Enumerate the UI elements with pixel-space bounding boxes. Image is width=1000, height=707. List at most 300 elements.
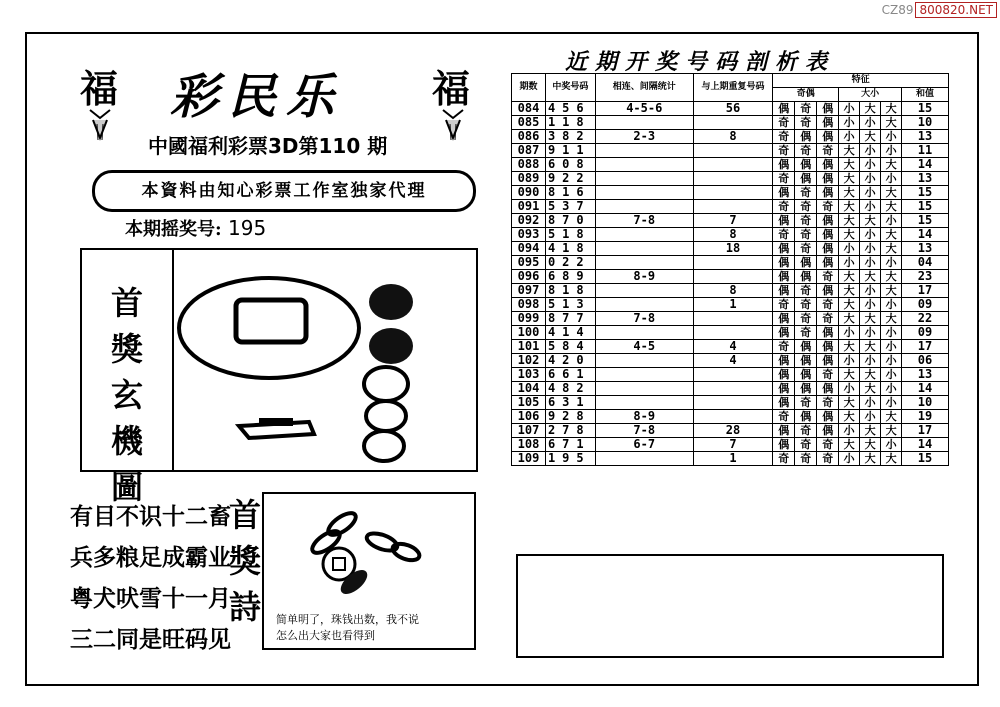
- table-row: [512, 200, 949, 214]
- big-small-cell: 大: [839, 410, 860, 424]
- odd-even-cell: 偶: [795, 354, 817, 368]
- period-cell: 099: [512, 312, 546, 326]
- big-small-cell: 小: [860, 172, 881, 186]
- odd-even-cell: 奇: [773, 116, 795, 130]
- notes-box: [516, 554, 944, 658]
- repeat-cell: [693, 312, 773, 326]
- big-small-cell: 大: [839, 284, 860, 298]
- odd-even-cell: 奇: [795, 424, 817, 438]
- odd-even-cell: 奇: [795, 438, 817, 452]
- coin-string-image: [264, 494, 470, 612]
- agent-notice: 本資料由知心彩票工作室独家代理: [92, 170, 476, 212]
- big-small-cell: 大: [881, 116, 902, 130]
- odd-even-cell: 奇: [773, 452, 795, 466]
- odd-even-cell: 奇: [795, 452, 817, 466]
- odd-even-cell: 偶: [817, 186, 839, 200]
- big-small-cell: 小: [860, 354, 881, 368]
- poem: [70, 497, 231, 661]
- draw-result: [125, 215, 266, 241]
- big-small-cell: 小: [860, 256, 881, 270]
- repeat-cell: [693, 410, 773, 424]
- adjacent-cell: 7-8: [595, 424, 693, 438]
- odd-even-cell: 偶: [817, 158, 839, 172]
- big-small-cell: 大: [839, 228, 860, 242]
- winning-number-cell: 414: [545, 326, 595, 340]
- big-small-cell: 大: [839, 396, 860, 410]
- big-small-cell: 小: [881, 340, 902, 354]
- adjacent-cell: [595, 200, 693, 214]
- winning-number-cell: 689: [545, 270, 595, 284]
- adjacent-cell: [595, 326, 693, 340]
- table-row: [512, 438, 949, 452]
- period-cell: 089: [512, 172, 546, 186]
- sum-cell: 04: [902, 256, 949, 270]
- period-cell: 105: [512, 396, 546, 410]
- odd-even-cell: 偶: [795, 158, 817, 172]
- period-cell: 098: [512, 298, 546, 312]
- sum-cell: 23: [902, 270, 949, 284]
- odd-even-cell: 偶: [795, 172, 817, 186]
- big-small-cell: 大: [860, 312, 881, 326]
- big-small-cell: 小: [881, 130, 902, 144]
- winning-number-cell: 278: [545, 424, 595, 438]
- table-row: [512, 144, 949, 158]
- big-small-cell: 大: [881, 200, 902, 214]
- winning-number-cell: 584: [545, 340, 595, 354]
- winning-number-cell: 418: [545, 242, 595, 256]
- big-small-cell: 小: [881, 144, 902, 158]
- adjacent-cell: 6-7: [595, 438, 693, 452]
- winning-number-cell: 608: [545, 158, 595, 172]
- table-row: [512, 382, 949, 396]
- odd-even-cell: 奇: [773, 130, 795, 144]
- period-cell: 106: [512, 410, 546, 424]
- draw-label: 本期摇奖号:: [125, 219, 222, 240]
- odd-even-cell: 偶: [795, 270, 817, 284]
- repeat-cell: 7: [693, 438, 773, 452]
- winning-number-cell: 818: [545, 284, 595, 298]
- period-cell: 094: [512, 242, 546, 256]
- big-small-cell: 小: [881, 326, 902, 340]
- repeat-cell: [693, 256, 773, 270]
- big-small-cell: 小: [860, 144, 881, 158]
- adjacent-cell: [595, 368, 693, 382]
- adjacent-cell: 8-9: [595, 410, 693, 424]
- big-small-cell: 小: [839, 242, 860, 256]
- winning-number-cell: 671: [545, 438, 595, 452]
- winning-number-cell: 816: [545, 186, 595, 200]
- table-row: [512, 102, 949, 116]
- caption-line: 怎么出大家也看得到: [276, 629, 375, 642]
- sum-cell: 10: [902, 116, 949, 130]
- big-small-cell: 大: [839, 270, 860, 284]
- winning-number-cell: 482: [545, 382, 595, 396]
- sum-cell: 14: [902, 228, 949, 242]
- repeat-cell: [693, 368, 773, 382]
- odd-even-cell: 偶: [773, 368, 795, 382]
- odd-even-cell: 偶: [773, 102, 795, 116]
- winning-number-cell: 118: [545, 116, 595, 130]
- period-cell: 087: [512, 144, 546, 158]
- poem-line: 三二同是旺码见: [70, 627, 231, 653]
- odd-even-cell: 偶: [795, 368, 817, 382]
- big-small-cell: 小: [860, 298, 881, 312]
- winning-number-cell: 661: [545, 368, 595, 382]
- big-small-cell: 大: [881, 312, 902, 326]
- table-row: [512, 368, 949, 382]
- big-small-cell: 大: [839, 200, 860, 214]
- repeat-cell: [693, 186, 773, 200]
- header-sum: 和值: [902, 88, 949, 102]
- odd-even-cell: 奇: [795, 102, 817, 116]
- odd-even-cell: 偶: [817, 256, 839, 270]
- header-winning-number: 中奖号码: [545, 74, 595, 102]
- big-small-cell: 小: [860, 228, 881, 242]
- period-cell: 109: [512, 452, 546, 466]
- poem-title: 首獎詩: [228, 496, 261, 626]
- tassel-icon: [438, 108, 468, 142]
- odd-even-cell: 偶: [773, 396, 795, 410]
- period-cell: 091: [512, 200, 546, 214]
- repeat-cell: 1: [693, 298, 773, 312]
- table-row: [512, 340, 949, 354]
- odd-even-cell: 偶: [773, 382, 795, 396]
- big-small-cell: 小: [839, 452, 860, 466]
- adjacent-cell: 7-8: [595, 214, 693, 228]
- header-period: 期数: [512, 74, 546, 102]
- odd-even-cell: 奇: [795, 326, 817, 340]
- table-row: [512, 424, 949, 438]
- big-small-cell: 小: [881, 214, 902, 228]
- odd-even-cell: 奇: [795, 116, 817, 130]
- sum-cell: 17: [902, 284, 949, 298]
- adjacent-cell: 4-5: [595, 340, 693, 354]
- odd-even-cell: 奇: [795, 396, 817, 410]
- odd-even-cell: 偶: [817, 424, 839, 438]
- adjacent-cell: [595, 186, 693, 200]
- period-cell: 108: [512, 438, 546, 452]
- table-row: [512, 312, 949, 326]
- big-small-cell: 大: [860, 130, 881, 144]
- odd-even-cell: 偶: [795, 340, 817, 354]
- big-small-cell: 小: [881, 382, 902, 396]
- brand-title: 彩民乐: [170, 69, 345, 125]
- period-cell: 104: [512, 382, 546, 396]
- sum-cell: 15: [902, 102, 949, 116]
- winning-number-cell: 195: [545, 452, 595, 466]
- period-cell: 103: [512, 368, 546, 382]
- adjacent-cell: [595, 158, 693, 172]
- table-row: [512, 130, 949, 144]
- adjacent-cell: [595, 256, 693, 270]
- fu-character-left: 福: [80, 66, 119, 111]
- adjacent-cell: [595, 284, 693, 298]
- big-small-cell: 大: [881, 452, 902, 466]
- period-cell: 096: [512, 270, 546, 284]
- odd-even-cell: 奇: [795, 284, 817, 298]
- picture-clue-box: [80, 248, 478, 506]
- big-small-cell: 小: [881, 438, 902, 452]
- odd-even-cell: 偶: [773, 312, 795, 326]
- big-small-cell: 小: [839, 354, 860, 368]
- sum-cell: 13: [902, 130, 949, 144]
- site-watermark: [882, 3, 997, 17]
- sum-cell: 11: [902, 144, 949, 158]
- big-small-cell: 小: [881, 354, 902, 368]
- big-small-cell: 大: [881, 424, 902, 438]
- repeat-cell: [693, 158, 773, 172]
- draw-number: 195: [228, 216, 267, 240]
- repeat-cell: 8: [693, 228, 773, 242]
- odd-even-cell: 偶: [795, 130, 817, 144]
- odd-even-cell: 奇: [773, 172, 795, 186]
- odd-even-cell: 偶: [817, 284, 839, 298]
- period-cell: 092: [512, 214, 546, 228]
- odd-even-cell: 奇: [773, 410, 795, 424]
- table-row: [512, 228, 949, 242]
- repeat-cell: [693, 172, 773, 186]
- odd-even-cell: 偶: [773, 242, 795, 256]
- header-odd-even: 奇偶: [773, 88, 839, 102]
- big-small-cell: 大: [839, 368, 860, 382]
- watermark-site-link[interactable]: 800820.NET: [915, 2, 997, 18]
- caption-line: 简单明了，珠钱出数，我不说: [276, 613, 419, 626]
- big-small-cell: 大: [860, 424, 881, 438]
- picture-clue-title-cell: [82, 250, 174, 506]
- period-cell: 085: [512, 116, 546, 130]
- odd-even-cell: 奇: [817, 452, 839, 466]
- odd-even-cell: 偶: [817, 116, 839, 130]
- odd-even-cell: 偶: [795, 382, 817, 396]
- picture-clue-title: 首獎玄機圖: [110, 284, 143, 506]
- big-small-cell: 大: [881, 242, 902, 256]
- winning-number-cell: 513: [545, 298, 595, 312]
- odd-even-cell: 奇: [773, 340, 795, 354]
- big-small-cell: 小: [860, 410, 881, 424]
- odd-even-cell: 奇: [795, 242, 817, 256]
- big-small-cell: 大: [839, 438, 860, 452]
- repeat-cell: [693, 116, 773, 130]
- big-small-cell: 大: [860, 270, 881, 284]
- repeat-cell: [693, 200, 773, 214]
- period-cell: 107: [512, 424, 546, 438]
- sum-cell: 15: [902, 452, 949, 466]
- sum-cell: 10: [902, 396, 949, 410]
- odd-even-cell: 偶: [817, 410, 839, 424]
- big-small-cell: 小: [881, 298, 902, 312]
- big-small-cell: 小: [860, 242, 881, 256]
- sum-cell: 09: [902, 298, 949, 312]
- odd-even-cell: 奇: [817, 396, 839, 410]
- big-small-cell: 大: [839, 312, 860, 326]
- period-cell: 097: [512, 284, 546, 298]
- big-small-cell: 大: [881, 284, 902, 298]
- winning-number-cell: 456: [545, 102, 595, 116]
- winning-number-cell: 922: [545, 172, 595, 186]
- odd-even-cell: 偶: [773, 214, 795, 228]
- winning-number-cell: 928: [545, 410, 595, 424]
- coins-and-mirror-image: [174, 250, 474, 468]
- picture-caption: [276, 612, 466, 644]
- big-small-cell: 大: [860, 340, 881, 354]
- winning-number-cell: 022: [545, 256, 595, 270]
- winning-number-cell: 911: [545, 144, 595, 158]
- period-cell: 093: [512, 228, 546, 242]
- big-small-cell: 大: [881, 102, 902, 116]
- table-row: [512, 256, 949, 270]
- odd-even-cell: 偶: [817, 340, 839, 354]
- header-big-small: 大小: [839, 88, 902, 102]
- adjacent-cell: 4-5-6: [595, 102, 693, 116]
- repeat-cell: 7: [693, 214, 773, 228]
- table-row: [512, 158, 949, 172]
- big-small-cell: 小: [839, 116, 860, 130]
- adjacent-cell: 7-8: [595, 312, 693, 326]
- odd-even-cell: 偶: [795, 410, 817, 424]
- odd-even-cell: 偶: [773, 186, 795, 200]
- header-repeat: 与上期重复号码: [693, 74, 773, 102]
- odd-even-cell: 偶: [817, 172, 839, 186]
- period-cell: 090: [512, 186, 546, 200]
- sum-cell: 13: [902, 368, 949, 382]
- sum-cell: 13: [902, 242, 949, 256]
- repeat-cell: 4: [693, 340, 773, 354]
- odd-even-cell: 奇: [795, 200, 817, 214]
- sum-cell: 17: [902, 424, 949, 438]
- repeat-cell: [693, 396, 773, 410]
- big-small-cell: 小: [860, 326, 881, 340]
- table-row: [512, 298, 949, 312]
- repeat-cell: [693, 326, 773, 340]
- odd-even-cell: 偶: [773, 438, 795, 452]
- winning-number-cell: 631: [545, 396, 595, 410]
- adjacent-cell: 2-3: [595, 130, 693, 144]
- period-cell: 101: [512, 340, 546, 354]
- table-title: 近期开奖号码剖析表: [565, 49, 836, 75]
- repeat-cell: 56: [693, 102, 773, 116]
- sum-cell: 15: [902, 200, 949, 214]
- table-row: [512, 116, 949, 130]
- adjacent-cell: [595, 452, 693, 466]
- period-cell: 095: [512, 256, 546, 270]
- odd-even-cell: 奇: [817, 438, 839, 452]
- odd-even-cell: 偶: [773, 270, 795, 284]
- fu-character-right: 福: [432, 66, 471, 111]
- adjacent-cell: [595, 298, 693, 312]
- odd-even-cell: 奇: [817, 144, 839, 158]
- odd-even-cell: 奇: [817, 312, 839, 326]
- adjacent-cell: [595, 242, 693, 256]
- table-row: [512, 410, 949, 424]
- header-features: 特征: [773, 74, 949, 88]
- odd-even-cell: 奇: [817, 368, 839, 382]
- big-small-cell: 大: [860, 214, 881, 228]
- repeat-cell: 18: [693, 242, 773, 256]
- odd-even-cell: 奇: [795, 312, 817, 326]
- big-small-cell: 小: [881, 368, 902, 382]
- period-cell: 086: [512, 130, 546, 144]
- big-small-cell: 小: [860, 116, 881, 130]
- big-small-cell: 大: [881, 228, 902, 242]
- winning-number-cell: 537: [545, 200, 595, 214]
- sum-cell: 15: [902, 214, 949, 228]
- big-small-cell: 小: [860, 158, 881, 172]
- repeat-cell: [693, 144, 773, 158]
- repeat-cell: [693, 382, 773, 396]
- big-small-cell: 小: [881, 396, 902, 410]
- big-small-cell: 大: [881, 158, 902, 172]
- big-small-cell: 大: [839, 172, 860, 186]
- watermark-prefix: CZ89: [881, 3, 914, 17]
- big-small-cell: 小: [839, 424, 860, 438]
- adjacent-cell: [595, 116, 693, 130]
- sum-cell: 17: [902, 340, 949, 354]
- big-small-cell: 小: [839, 130, 860, 144]
- sum-cell: 14: [902, 438, 949, 452]
- repeat-cell: 8: [693, 284, 773, 298]
- odd-even-cell: 偶: [817, 130, 839, 144]
- big-small-cell: 大: [881, 410, 902, 424]
- odd-even-cell: 偶: [773, 424, 795, 438]
- poem-line: 粤犬吠雪十一月: [70, 586, 231, 612]
- big-small-cell: 大: [881, 186, 902, 200]
- odd-even-cell: 偶: [773, 326, 795, 340]
- odd-even-cell: 奇: [795, 228, 817, 242]
- table-row: [512, 452, 949, 466]
- adjacent-cell: [595, 172, 693, 186]
- odd-even-cell: 奇: [817, 270, 839, 284]
- big-small-cell: 小: [839, 256, 860, 270]
- repeat-cell: 8: [693, 130, 773, 144]
- winning-number-cell: 420: [545, 354, 595, 368]
- table-row: [512, 242, 949, 256]
- sum-cell: 15: [902, 186, 949, 200]
- winning-number-cell: 877: [545, 312, 595, 326]
- winning-number-cell: 870: [545, 214, 595, 228]
- odd-even-cell: 偶: [817, 214, 839, 228]
- repeat-cell: 1: [693, 452, 773, 466]
- odd-even-cell: 偶: [817, 382, 839, 396]
- sum-cell: 14: [902, 158, 949, 172]
- table-row: [512, 214, 949, 228]
- analysis-table: [511, 73, 949, 466]
- big-small-cell: 大: [860, 452, 881, 466]
- table-row: [512, 270, 949, 284]
- tassel-icon: [85, 108, 115, 142]
- repeat-cell: 4: [693, 354, 773, 368]
- odd-even-cell: 偶: [773, 158, 795, 172]
- big-small-cell: 小: [860, 284, 881, 298]
- table-row: [512, 354, 949, 368]
- big-small-cell: 大: [839, 214, 860, 228]
- odd-even-cell: 偶: [773, 256, 795, 270]
- odd-even-cell: 奇: [817, 298, 839, 312]
- adjacent-cell: [595, 382, 693, 396]
- big-small-cell: 小: [860, 186, 881, 200]
- big-small-cell: 小: [881, 172, 902, 186]
- odd-even-cell: 奇: [773, 228, 795, 242]
- big-small-cell: 小: [860, 200, 881, 214]
- period-cell: 088: [512, 158, 546, 172]
- odd-even-cell: 奇: [773, 144, 795, 158]
- issue-number: 中國福利彩票3D第110 期: [148, 134, 388, 158]
- table-row: [512, 172, 949, 186]
- odd-even-cell: 偶: [817, 102, 839, 116]
- big-small-cell: 大: [860, 368, 881, 382]
- adjacent-cell: 8-9: [595, 270, 693, 284]
- odd-even-cell: 奇: [795, 144, 817, 158]
- poem-line: 兵多粮足成霸业: [70, 545, 231, 571]
